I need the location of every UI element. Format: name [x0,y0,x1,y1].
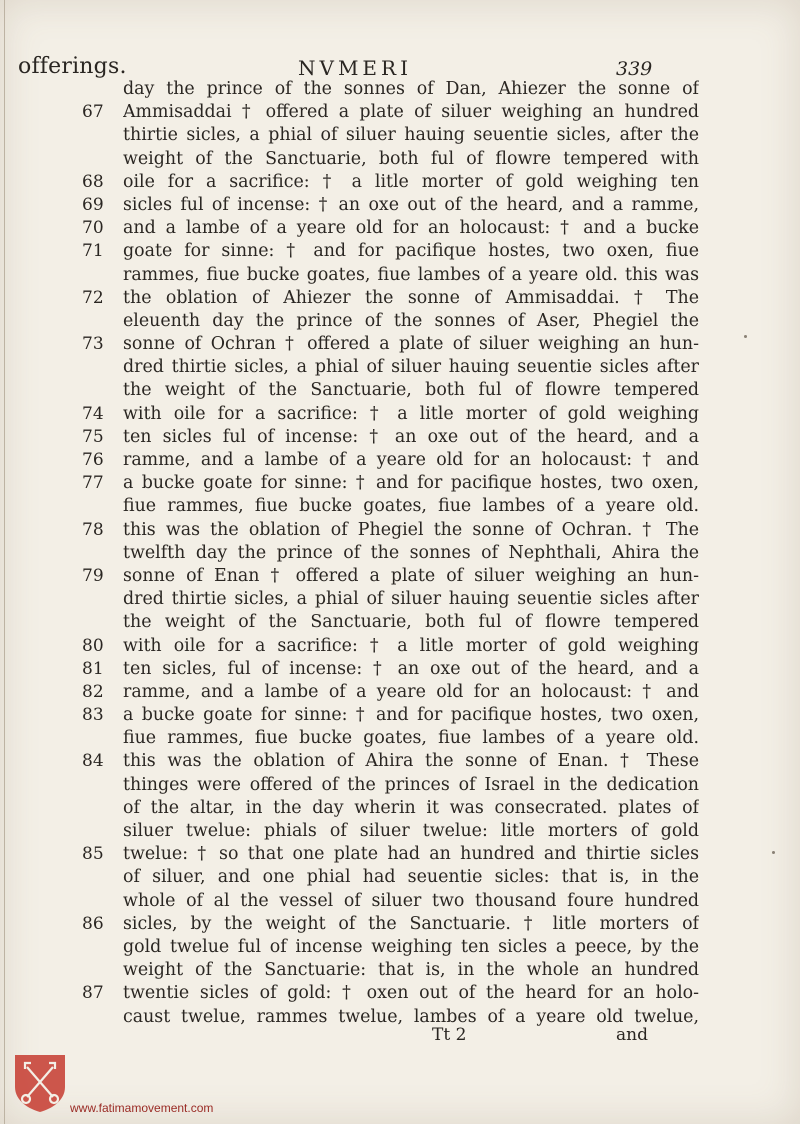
text-line [82,681,699,704]
text-line [82,565,699,588]
verse-number: 71 [82,241,104,262]
text-line [82,264,699,287]
line-text: weight of the Sanctuarie, both ful of flowre tempered with [123,148,699,169]
header-catchword: offerings. [18,54,127,79]
paper-speck [744,335,747,338]
verse-number: 85 [82,844,104,865]
text-line [82,495,699,518]
text-line [82,240,699,263]
line-text: ramme, and a lambe of a yeare old for an holocaust: † and [123,450,699,470]
line-text: oile for a sacrifice: † a litle morter of gold weighing ten [123,171,699,192]
text-line [82,542,699,565]
line-text: ramme, and a lambe of a yeare old for an holocaust: † and [123,681,699,702]
line-text: Ammisaddai † offered a plate of siluer weighing an hundred [123,102,699,123]
printer-signature: Tt 2 [432,1025,467,1045]
line-text: fiue rammes, fiue bucke goates, fiue lambes of a yeare old. [123,728,699,749]
text-line [82,890,699,913]
scripture-text-block [82,78,699,1029]
line-text: the weight of the Sanctuarie, both ful of flowre tempered [123,380,699,401]
text-line [82,194,699,217]
text-line [82,171,699,194]
text-line [82,797,699,820]
line-text: rammes, fiue bucke goates, fiue lambes of a yeare old. this was [123,264,699,285]
line-text: siluer twelue: phials of siluer twelue: litle morters of gold [123,821,699,841]
verse-number: 77 [82,473,104,494]
verse-number: 76 [82,450,104,470]
line-text: a bucke goate for sinne: † and for pacifique hostes, two oxen, [123,473,699,494]
line-text: eleuenth day the prince of the sonnes of Aser, Phegiel the [123,310,699,331]
line-text: with oile for a sacrifice: † a litle morter of gold weighing [123,403,699,424]
verse-number: 69 [82,194,104,215]
text-line [82,658,699,681]
text-line [82,310,699,333]
verse-number: 83 [82,705,104,726]
line-text: dred thirtie sicles, a phial of siluer hauing seuentie sicles after [123,357,699,378]
line-text: with oile for a sacrifice: † a litle morter of gold weighing [123,635,699,656]
line-text: sonne of Ochran † offered a plate of siluer weighing an hun- [123,334,699,355]
book-title: NVMERI [298,56,412,80]
verse-number: 87 [82,983,104,1004]
line-text: twelue: † so that one plate had an hundred and thirtie sicles [123,844,699,865]
verse-number: 72 [82,287,104,308]
line-text: gold twelue ful of incense weighing ten sicles a peece, by the [123,936,699,957]
line-text: the oblation of Ahiezer the sonne of Ammisaddai. † The [123,287,699,308]
text-line [82,356,699,379]
line-text: sonne of Enan † offered a plate of siluer weighing an hun- [123,565,699,586]
verse-number: 78 [82,519,104,540]
text-line [82,101,699,124]
text-line [82,959,699,982]
line-text: this was the oblation of Ahira the sonne of Enan. † These [123,751,699,772]
verse-number: 67 [82,102,104,123]
line-text: thinges were offered of the princes of Israel in the dedication [123,774,699,795]
text-line [82,635,699,658]
line-text: the weight of the Sanctuarie, both ful of flowre tempered [123,612,699,633]
verse-number: 84 [82,751,104,772]
text-line [82,866,699,889]
text-line [82,426,699,449]
verse-number: 73 [82,334,104,355]
text-line [82,913,699,936]
line-text: thirtie sicles, a phial of siluer hauing seuentie sicles, after the [123,125,699,146]
text-line [82,820,699,843]
text-line [82,982,699,1005]
text-line [82,774,699,797]
text-line [82,124,699,147]
line-text: dred thirtie sicles, a phial of siluer hauing seuentie sicles after [123,589,699,610]
text-line [82,936,699,959]
text-line [82,287,699,310]
line-text: and a lambe of a yeare old for an holocaust: † and a bucke [123,218,699,239]
verse-number: 79 [82,565,104,586]
text-line [82,333,699,356]
watermark-url[interactable]: www.fatimamovement.com [70,1101,214,1115]
text-line [82,78,699,101]
page-gutter-line [4,0,5,1124]
text-line [82,611,699,634]
line-text: of siluer, and one phial had seuentie sicles: that is, in the [123,867,699,888]
text-line [82,519,699,542]
line-text: a bucke goate for sinne: † and for pacifique hostes, two oxen, [123,705,699,726]
line-text: caust twelue, rammes twelue, lambes of a yeare old twelue, [123,1006,699,1027]
verse-number: 70 [82,218,104,239]
text-line [82,750,699,773]
verse-number: 74 [82,403,104,424]
text-line [82,379,699,402]
text-line [82,403,699,426]
line-text: sicles ful of incense: † an oxe out of the heard, and a ramme, [123,194,699,215]
verse-number: 86 [82,913,104,934]
text-line [82,843,699,866]
page-footer [0,1025,800,1051]
line-text: twelfth day the prince of the sonnes of Nephthali, Ahira the [123,542,699,563]
verse-number: 81 [82,658,104,679]
text-line [82,148,699,171]
line-text: twentie sicles of gold: † oxen out of the heard for an holo- [123,983,699,1004]
paper-speck [772,851,775,854]
line-text: whole of al the vessel of siluer two thousand foure hundred [123,890,699,911]
line-text: fiue rammes, fiue bucke goates, fiue lambes of a yeare old. [123,496,699,517]
text-line [82,449,699,472]
papal-seal-icon [13,1053,67,1113]
verse-number: 75 [82,426,104,447]
line-text: day the prince of the sonnes of Dan, Ahiezer the sonne of [123,79,699,99]
page-number: 339 [616,58,653,80]
line-text: goate for sinne: † and for pacifique hostes, two oxen, fiue [123,241,699,262]
text-line [82,472,699,495]
text-line [82,217,699,240]
line-text: of the altar, in the day wherin it was consecrated. plates of [123,797,699,818]
line-text: this was the oblation of Phegiel the sonne of Ochran. † The [123,519,699,540]
line-text: ten sicles, ful of incense: † an oxe out of the heard, and a [123,658,699,679]
line-text: ten sicles ful of incense: † an oxe out of the heard, and a [123,426,699,447]
line-text: sicles, by the weight of the Sanctuarie. † litle morters of [123,913,699,934]
line-text: weight of the Sanctuarie: that is, in the whole an hundred [123,960,699,981]
verse-number: 82 [82,681,104,702]
verse-number: 80 [82,635,104,656]
footer-catchword: and [616,1025,648,1045]
text-line [82,727,699,750]
text-line [82,588,699,611]
verse-number: 68 [82,171,104,192]
text-line [82,704,699,727]
